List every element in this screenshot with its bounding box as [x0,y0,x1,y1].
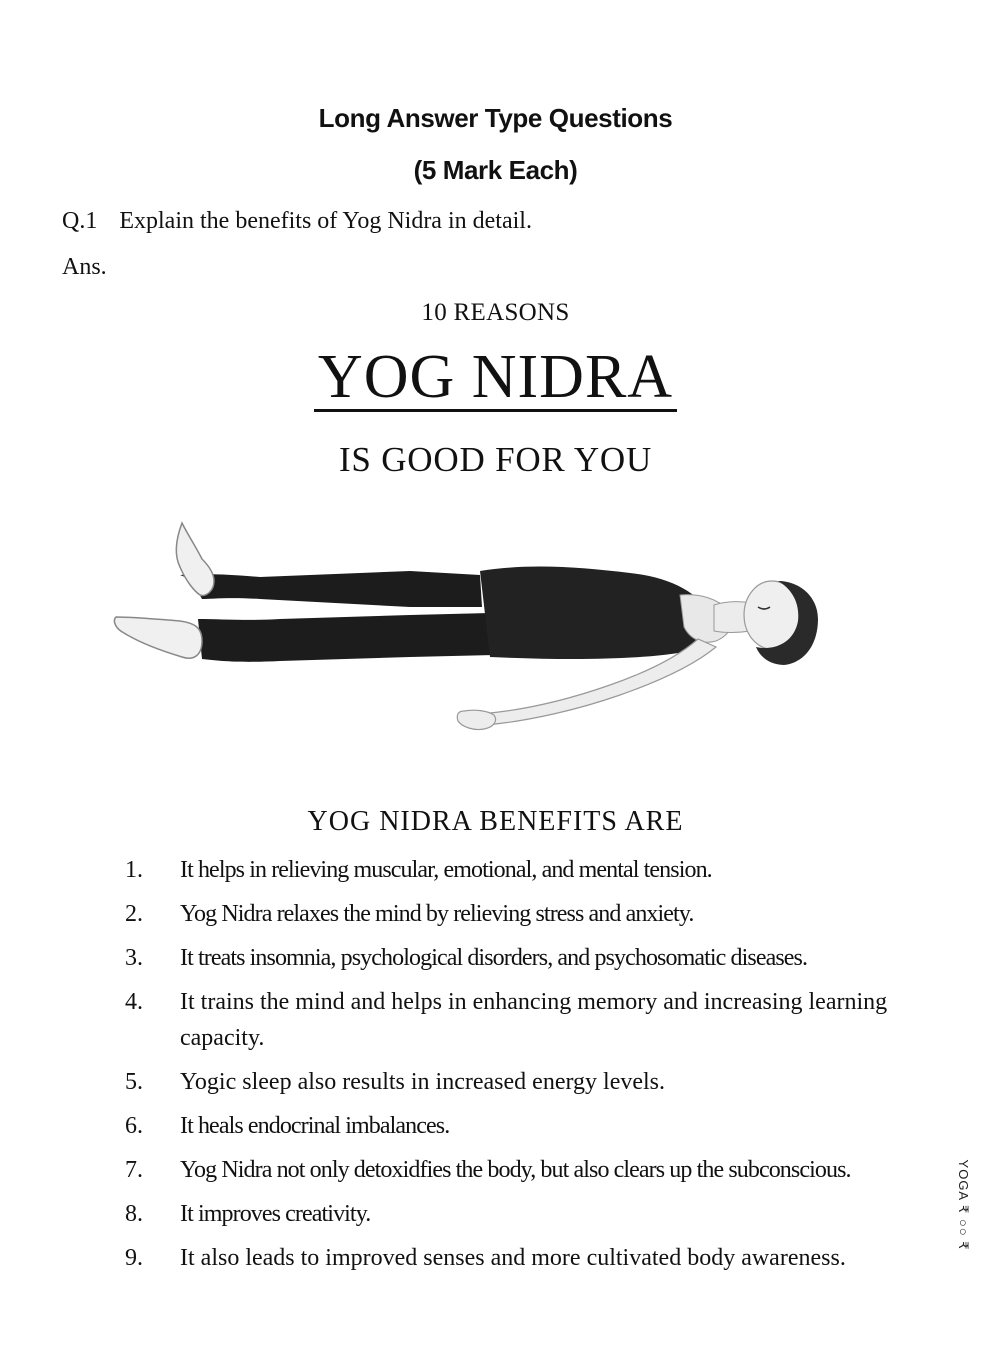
margin-note-text: YOGA ₹ ○○ ₹ [956,1159,971,1251]
hand [457,710,495,729]
lower-leg [198,613,494,662]
raised-leg [180,571,482,607]
list-item: 8. It improves creativity. [125,1201,371,1227]
question-text: Explain the benefits of Yog Nidra in detail. [119,208,532,234]
question-number: Q.1 [62,208,98,234]
list-item: 9. It also leads to improved senses and more cultivated body awareness. [125,1245,846,1271]
torso [480,567,710,659]
question-row [62,208,532,235]
list-item: 5. Yogic sleep also results in increased energy levels. [125,1069,666,1095]
raised-foot [176,523,214,595]
answer-label: Ans. [62,254,107,280]
poster-title-text: YOG NIDRA [314,345,677,412]
list-item: 2. Yog Nidra relaxes the mind by relieving stress and anxiety. [125,901,694,927]
list-item: 4. It trains the mind and helps in enhancing memory and increasing learning capacity. [125,989,888,1051]
margin-note [950,1115,976,1295]
list-item: 7. Yog Nidra not only detoxidfies the body, but also clears up the subconscious. [125,1157,851,1183]
benefits-list [125,852,945,1284]
lower-foot [114,617,202,658]
list-item: 6. It heals endocrinal imbalances. [125,1113,450,1139]
marks-label: (5 Mark Each) [413,155,578,185]
benefits-heading: YOG NIDRA BENEFITS ARE [307,806,684,837]
list-item: 3. It treats insomnia, psychological disorders, and psychosomatic diseases. [125,945,808,971]
poster-reasons: 10 REASONS [421,299,570,326]
poster-title [0,342,991,413]
woman-lying-shavasana-illustration [110,515,830,745]
list-item: 1. It helps in relieving muscular, emotional, and mental tension. [125,857,712,883]
section-title: Long Answer Type Questions [318,103,673,133]
poster-subtitle: IS GOOD FOR YOU [338,440,653,479]
